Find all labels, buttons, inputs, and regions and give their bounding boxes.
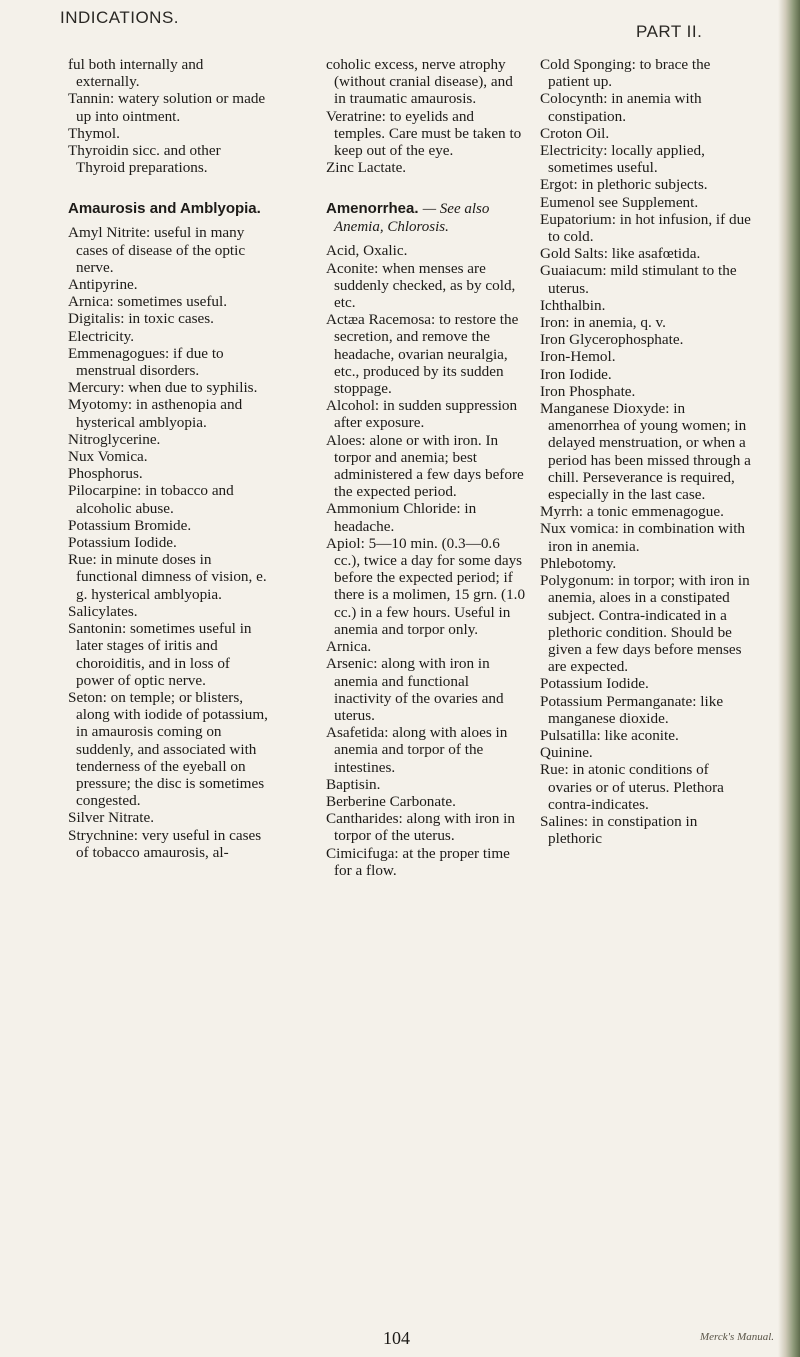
entry: Phlebotomy. xyxy=(540,554,617,572)
entry: Pilocarpine: in tobacco and alcoholic abuse. xyxy=(68,482,234,517)
publisher-imprint: Merck's Manual. xyxy=(700,1331,775,1343)
col1-intro-line: Thyroidin sicc. and other Thyroid preparations. xyxy=(68,142,221,177)
col2-intro xyxy=(326,56,526,176)
entry: Aloes: alone or with iron. In torpor and anemia; best administered a few days before the expected period. xyxy=(326,431,524,501)
entry: Aconite: when menses are suddenly checked, as by cold, etc. xyxy=(326,259,516,312)
col1-intro-line: Tannin: watery solution or made up into ointment. xyxy=(68,90,266,125)
section-heading-amaurosis: Amaurosis and Amblyopia. xyxy=(68,200,261,218)
entry: Seton: on temple; or blisters, along with iodide of potassium, in amaurosis coming on suddenly, and associated with tenderness of the eyeball on pressure; the disc is sometimes congested. xyxy=(68,688,268,810)
entry: Cimicifuga: at the proper time for a flow. xyxy=(326,844,510,879)
section-heading-amenorrhea xyxy=(326,200,526,236)
entry: Rue: in atonic conditions of ovaries or of uterus. Plethora contra-indicates. xyxy=(540,761,724,813)
entry: Iron Iodide. xyxy=(540,365,612,383)
col2-intro-line: Veratrine: to eyelids and temples. Care must be taken to keep out of the eye. xyxy=(326,107,522,160)
entry: Arnica: sometimes useful. xyxy=(68,293,228,311)
entry: Actæa Racemosa: to restore the secretion, and remove the headache, ovarian neuralgia, etc., produced by its sudden stoppage. xyxy=(326,311,519,398)
entry: Gold Salts: like asafœtida. xyxy=(540,245,701,263)
entry: Cold Sponging: to brace the patient up. xyxy=(540,56,711,91)
entry: Apiol: 5—10 min. (0.3—0.6 cc.), twice a day for some days before the expected period; if there is a molimen, 15 grn. (1.0 cc.) in a few hours. Useful in anemia and torpor only. xyxy=(326,534,526,638)
entry: Baptisin. xyxy=(326,775,381,793)
entry: Salines: in constipation in plethoric xyxy=(540,812,698,848)
entry: Polygonum: in torpor; with iron in anemia, aloes in a constipated subject. Contra-indicated in a plethoric condition. Should be given a few days before menses are expected. xyxy=(540,572,750,676)
running-head-left: INDICATIONS. xyxy=(60,8,180,27)
entry: Salicylates. xyxy=(68,602,138,620)
column-2 xyxy=(326,56,526,879)
column-3 xyxy=(540,56,752,847)
entry: Acid, Oxalic. xyxy=(326,242,408,260)
entry: Ammonium Chloride: in headache. xyxy=(326,500,477,535)
entry: Emmenagogues: if due to menstrual disorders. xyxy=(68,344,224,380)
col1-intro-line: ful both internally and externally. xyxy=(68,56,204,91)
running-head-right: PART II. xyxy=(636,22,703,41)
entry: Nux vomica: in combination with iron in anemia. xyxy=(540,520,746,555)
entry: Berberine Carbonate. xyxy=(326,792,456,810)
entry: Potassium Iodide. xyxy=(68,534,177,552)
entry: Nux Vomica. xyxy=(68,448,148,466)
entry: Quinine. xyxy=(540,744,593,762)
entry: Potassium Permanganate: like manganese dioxide. xyxy=(540,692,724,727)
entry: Myrrh: a tonic emmenagogue. xyxy=(540,503,724,521)
entry: Alcohol: in sudden suppression after exposure. xyxy=(326,397,518,432)
entry: Arsenic: along with iron in anemia and functional inactivity of the ovaries and uterus. xyxy=(326,655,504,724)
entry: Myotomy: in asthenopia and hysterical amblyopia. xyxy=(68,396,243,431)
entry: Nitroglycerine. xyxy=(68,430,161,448)
entry: Iron-Hemol. xyxy=(540,348,616,366)
entry: Santonin: sometimes useful in later stages of iritis and choroiditis, and in loss of power of optic nerve. xyxy=(68,620,252,689)
entry: Ergot: in plethoric subjects. xyxy=(540,176,708,194)
entry: Croton Oil. xyxy=(540,124,610,142)
entry: Cantharides: along with iron in torpor of the uterus. xyxy=(326,810,515,845)
col1-entries xyxy=(68,224,268,861)
entry: Strychnine: very useful in cases of tobacco amaurosis, al- xyxy=(68,826,262,861)
page-edge-shadow xyxy=(778,0,800,1357)
col2-intro-line: Zinc Lactate. xyxy=(326,159,407,177)
entry: Iron Phosphate. xyxy=(540,382,636,400)
entry: Digitalis: in toxic cases. xyxy=(68,310,214,328)
entry: Guaiacum: mild stimulant to the uterus. xyxy=(540,262,737,297)
col1-intro xyxy=(68,56,268,176)
entry: Mercury: when due to syphilis. xyxy=(68,379,258,397)
entry: Antipyrine. xyxy=(68,276,138,294)
entry: Eupatorium: in hot infusion, if due to cold. xyxy=(540,210,751,246)
entry: Arnica. xyxy=(326,638,372,656)
col3-entries xyxy=(540,56,752,847)
entry: Asafetida: along with aloes in anemia and torpor of the intestines. xyxy=(326,724,508,776)
entry: Colocynth: in anemia with constipation. xyxy=(540,90,702,125)
col2-entries xyxy=(326,242,526,879)
entry: Silver Nitrate. xyxy=(68,809,155,827)
entry: Phosphorus. xyxy=(68,465,143,483)
entry: Electricity. xyxy=(68,327,135,345)
entry: Iron: in anemia, q. v. xyxy=(540,314,666,332)
entry: Rue: in minute doses in functional dimness of vision, e. g. hysterical amblyopia. xyxy=(68,551,267,603)
entry: Eumenol see Supplement. xyxy=(540,193,699,211)
col2-intro-line: coholic excess, nerve atrophy (without cranial disease), and in traumatic amaurosis. xyxy=(326,56,513,108)
entry: Iron Glycerophosphate. xyxy=(540,331,684,349)
entry: Amyl Nitrite: useful in many cases of disease of the optic nerve. xyxy=(68,224,246,276)
entry: Ichthalbin. xyxy=(540,296,606,314)
entry: Potassium Bromide. xyxy=(68,516,192,534)
entry: Electricity: locally applied, sometimes useful. xyxy=(540,142,705,177)
heading-see-also: — See also Anemia, Chlorosis. xyxy=(334,201,490,236)
column-1 xyxy=(68,56,268,861)
heading-title: Amenorrhea. xyxy=(326,200,419,218)
entry: Potassium Iodide. xyxy=(540,675,649,693)
entry: Manganese Dioxyde: in amenorrhea of young women; in delayed menstruation, or when a period has been missed through a chill. Perseverance is required, especially in the last case. xyxy=(540,400,751,504)
entry: Pulsatilla: like aconite. xyxy=(540,726,679,744)
col1-intro-line: Thymol. xyxy=(68,124,120,142)
page-number: 104 xyxy=(383,1328,410,1348)
